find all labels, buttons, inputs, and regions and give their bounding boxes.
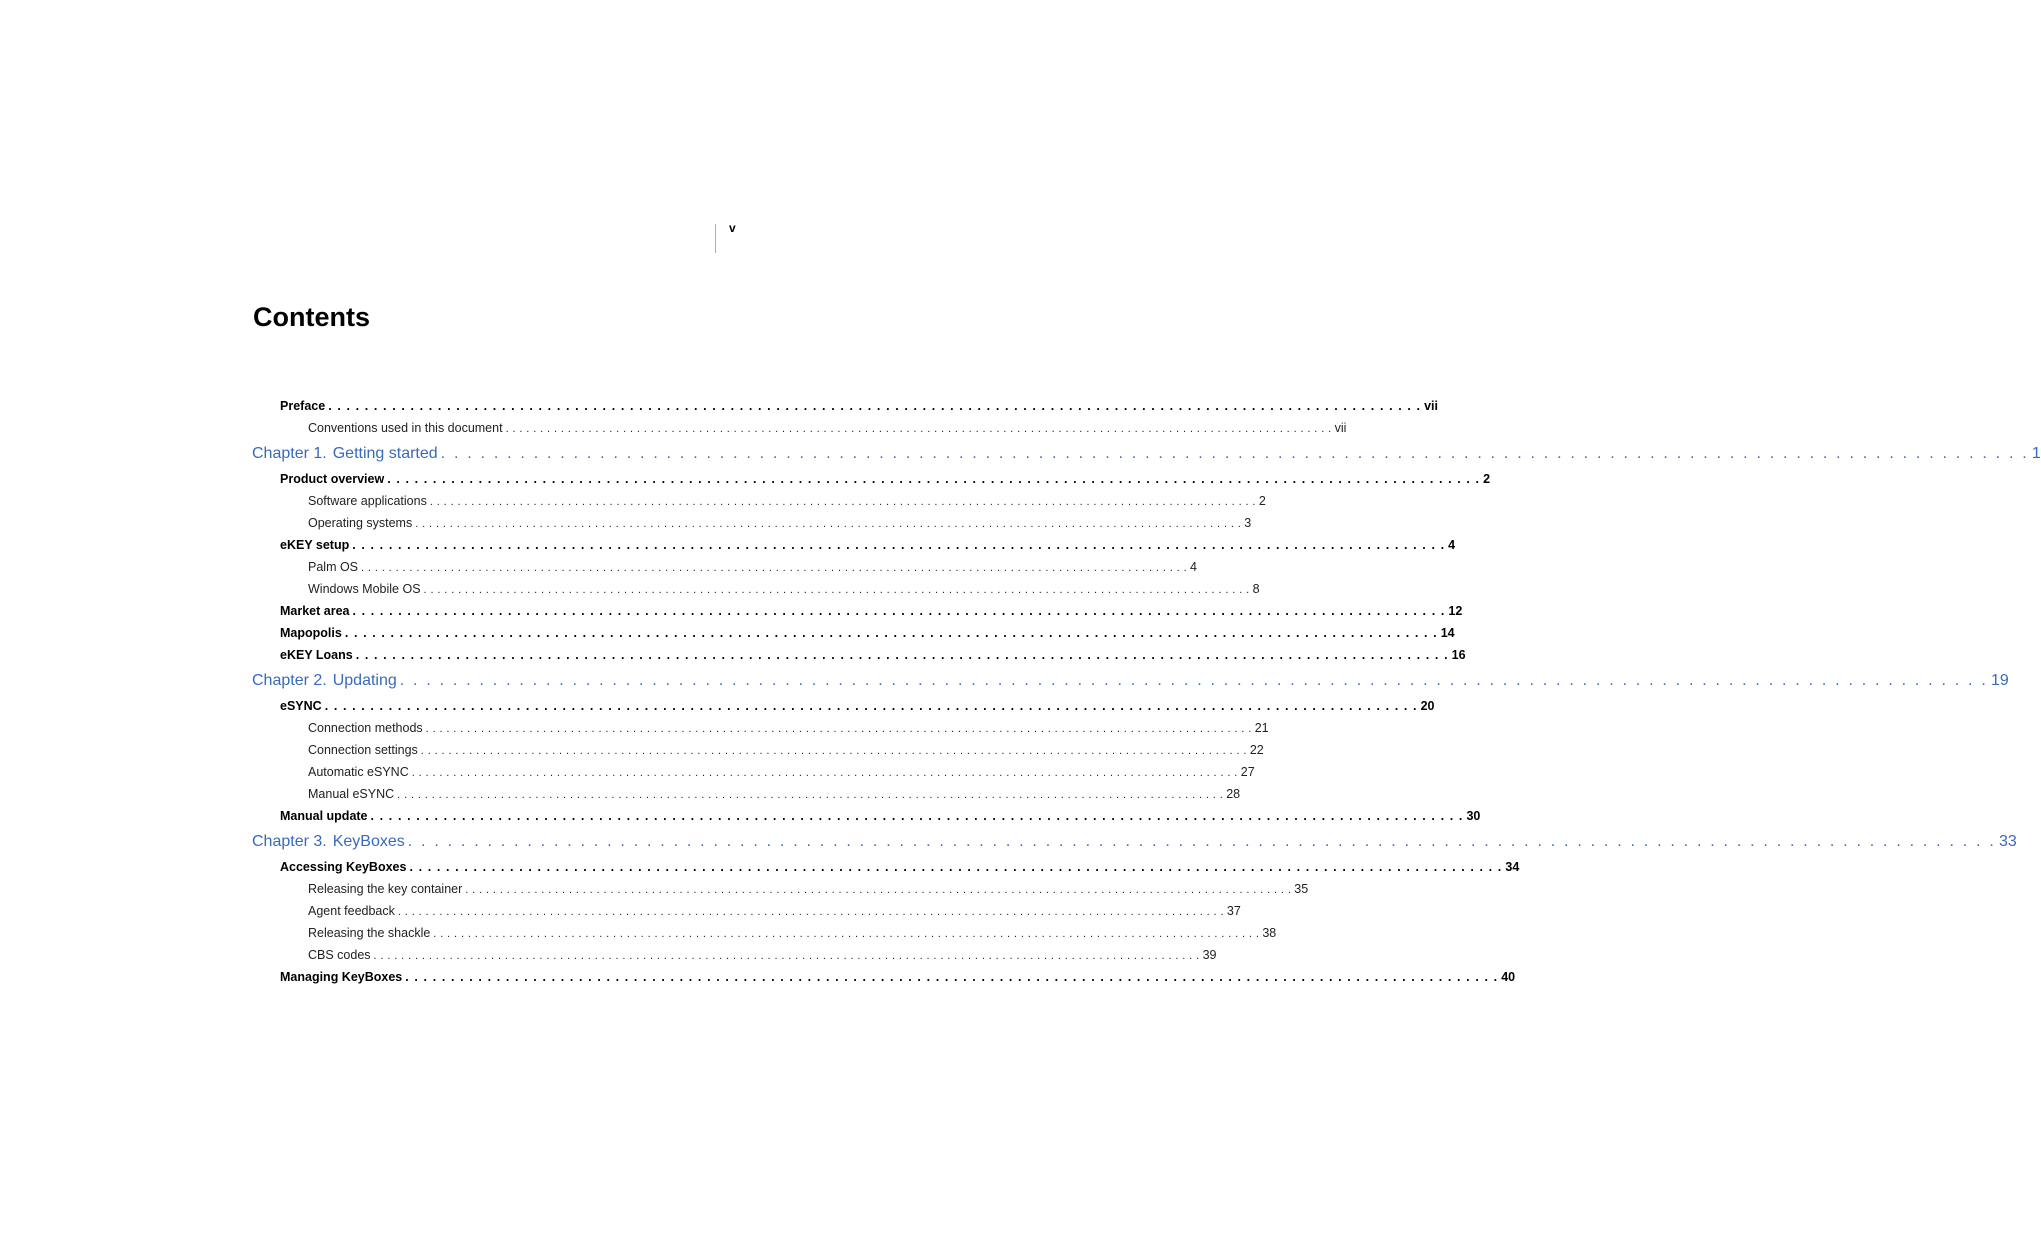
- toc-entry[interactable]: [252, 600, 1463, 622]
- toc-entry[interactable]: [252, 622, 1455, 644]
- toc-chapter-number: Chapter 1.: [252, 445, 327, 462]
- toc-entry-label: Palm OS: [308, 560, 359, 574]
- toc-entry-label: Connection settings: [308, 743, 418, 757]
- toc-entry-label: Manual update: [280, 809, 368, 823]
- toc-entry[interactable]: [252, 944, 1217, 966]
- toc-chapter-entry[interactable]: [252, 439, 2041, 468]
- toc-entry-label: [252, 827, 405, 856]
- toc-leader-dots: . . . . . . . . . . . . . . . . . . . . . . . . . . . . . . . . . . . . . . . . . . . . . . . . . . . . . . . . . . . . . . . . . . . . . . . . . . . . . . . . . . . . . . . . . . . . . . . . . . . . . . . . . . . . . . . . . . . . . . . .: [505, 423, 1332, 435]
- toc-leader-dots: . . . . . . . . . . . . . . . . . . . . . . . . . . . . . . . . . . . . . . . . . . . . . . . . . . . . . . . . . . . . . . . . . . . . . . . . . . . . . . . . . . . . . . . . . . . . . . . . . . . . . . . . . . . . . . . . . . . . . . . .: [352, 538, 1446, 552]
- toc-leader-dots: . . . . . . . . . . . . . . . . . . . . . . . . . . . . . . . . . . . . . . . . . . . . . . . . . . . . . . . . . . . . . . . . . . . . . . . . . . . . . . . . . . . . . . . . . . . . . . . . . . . . . . . . . . . . . . . . . . . . . . . .: [465, 884, 1292, 896]
- toc-entry-label: Connection methods: [308, 721, 423, 735]
- toc-leader-dots: . . . . . . . . . . . . . . . . . . . . . . . . . . . . . . . . . . . . . . . . . . . . . . . . . . . . . . . . . . . . . . . . . . . . . . . . . . . . . . . . . . . . . . . . . . . . . . . . . . . . . . . . . . . . . . . . . . . . . . . .: [425, 723, 1252, 735]
- toc-entry-label: Releasing the shackle: [308, 926, 431, 940]
- toc-page-number: 14: [1440, 626, 1455, 640]
- toc-entry-label: CBS codes: [308, 948, 371, 962]
- toc-entry[interactable]: [252, 695, 1435, 717]
- toc-leader-dots: . . . . . . . . . . . . . . . . . . . . . . . . . . . . . . . . . . . . . . . . . . . . . . . . . . . . . . . . . . . . . . . . . . . . . . . . . . . . . . . . . . . . . . . . . . . . . . . . . . . . . . . . . . . . . . . . . . . . . . . .: [373, 950, 1200, 962]
- toc-page-number: 4: [1448, 538, 1456, 552]
- toc-page-number: 2: [1258, 494, 1266, 508]
- toc-leader-dots: . . . . . . . . . . . . . . . . . . . . . . . . . . . . . . . . . . . . . . . . . . . . . . . . . . . . . . . . . . . . . . . . . . . . . . . . . . . . . . . . . . . . . . . . . . . . . . . . . . . . . . . . . . . . . . . . . . . . . . . .: [344, 626, 1438, 640]
- toc-entry[interactable]: [252, 512, 1252, 534]
- toc-entry-label: Software applications: [308, 494, 427, 508]
- toc-entry[interactable]: [252, 534, 1456, 556]
- toc-entry[interactable]: [252, 900, 1241, 922]
- toc-leader-dots: . . . . . . . . . . . . . . . . . . . . . . . . . . . . . . . . . . . . . . . . . . . . . . . . . . . . . . . . . . . . . . . . . . . . . . . . . . . . . . . . . . . . . . . . . . . . . . . . . . . . . . . . . . . . . . . . . . . . . . . .: [420, 745, 1247, 757]
- toc-page-number: 4: [1190, 560, 1197, 574]
- toc-entry-label: Operating systems: [308, 516, 413, 530]
- toc-page-number: 22: [1249, 743, 1264, 757]
- toc-page-number: 33: [1999, 833, 2017, 850]
- toc-page-number: 27: [1240, 765, 1255, 779]
- toc-leader-dots: . . . . . . . . . . . . . . . . . . . . . . . . . . . . . . . . . . . . . . . . . . . . . . . . . . . . . . . . . . . . . . . . . . . . . . . . . . . . . . . . . . . . . . . . . . . . . . . . . . . . . . . . . . . . . . . . . . . . . . . .: [397, 789, 1224, 801]
- toc-leader-dots: . . . . . . . . . . . . . . . . . . . . . . . . . . . . . . . . . . . . . . . . . . . . . . . . . . . . . . . . . . . . . . . . . . . . . . . . . . . . . . . . . . . . . . . . . . . . . . . . . . . . . . . . . . . . . . . . . . . . . . . .: [405, 970, 1499, 984]
- toc-leader-dots: . . . . . . . . . . . . . . . . . . . . . . . . . . . . . . . . . . . . . . . . . . . . . . . . . . . . . . . . . . . . . . . . . . . . . . . . . . . . . . . . . . . . . . . . . . . . . . . . . . . . . . . . . . . . . . . . . . . . . . . .: [433, 928, 1260, 940]
- toc-entry-label: Automatic eSYNC: [308, 765, 409, 779]
- toc-entry-label: [252, 666, 397, 695]
- toc-entry[interactable]: [252, 878, 1309, 900]
- toc-entry[interactable]: [252, 761, 1255, 783]
- toc-chapter-entry[interactable]: [252, 827, 2017, 856]
- toc-page-number: 30: [1466, 809, 1481, 823]
- toc-leader-dots: . . . . . . . . . . . . . . . . . . . . . . . . . . . . . . . . . . . . . . . . . . . . . . . . . . . . . . . . . . . . . . . . . . . . . . . . . . . . . . . . . . . . . . . . . . . . . . . . . . . . . . . . . . . . . . . . . . . . . . . .: [411, 767, 1238, 779]
- toc-chapter-number: Chapter 3.: [252, 833, 327, 850]
- toc-page-number: 1: [2031, 445, 2041, 462]
- toc-page-number: 40: [1501, 970, 1516, 984]
- toc-page-number: 12: [1448, 604, 1463, 618]
- toc-chapter-title: Getting started: [332, 445, 438, 462]
- toc-entry[interactable]: [252, 856, 1520, 878]
- toc-leader-dots: . . . . . . . . . . . . . . . . . . . . . . . . . . . . . . . . . . . . . . . . . . . . . . . . . . . . . . . . . . . . . . . . . . . . . . . . . . . . . . . . . . . . . . . . . . . . . . . . . . . . . . . . . . . . . . . . . . . . . . . .: [429, 496, 1256, 508]
- toc-entry-label: Accessing KeyBoxes: [280, 860, 407, 874]
- toc-page-number: 8: [1252, 582, 1260, 596]
- toc-chapter-title: KeyBoxes: [332, 833, 405, 850]
- table-of-contents: [252, 395, 2041, 988]
- toc-entry-label: eKEY setup: [280, 538, 350, 552]
- toc-leader-dots: . . . . . . . . . . . . . . . . . . . . . . . . . . . . . . . . . . . . . . . . . . . . . . . . . . . . . . . . . . . . . . . . . . . . . . . . . . . . . . . . . . . . . . . . . . . . . . . . . . . . . . . . . . . . . . . . . . . . . . . .: [397, 906, 1224, 918]
- toc-leader-dots: . . . . . . . . . . . . . . . . . . . . . . . . . . . . . . . . . . . . . . . . . . . . . . . . . . . . . . . . . . . . . . . . . . . . . . . . . . . . . . . . . . . . . . . . . . . . . . . . . . . . . . . . . . . . . . . . . . . . . . . .: [440, 445, 2029, 462]
- toc-page-number: 35: [1294, 882, 1309, 896]
- toc-page-number: vii: [1334, 421, 1347, 435]
- toc-entry[interactable]: [252, 805, 1481, 827]
- toc-entry-label: Conventions used in this document: [308, 421, 503, 435]
- toc-leader-dots: . . . . . . . . . . . . . . . . . . . . . . . . . . . . . . . . . . . . . . . . . . . . . . . . . . . . . . . . . . . . . . . . . . . . . . . . . . . . . . . . . . . . . . . . . . . . . . . . . . . . . . . . . . . . . . . . . . . . . . . .: [407, 833, 1996, 850]
- toc-entry[interactable]: [252, 578, 1260, 600]
- toc-entry[interactable]: [252, 395, 1439, 417]
- toc-entry[interactable]: [252, 468, 1491, 490]
- toc-page-number: vii: [1424, 399, 1439, 413]
- toc-entry-label: Market area: [280, 604, 350, 618]
- toc-leader-dots: . . . . . . . . . . . . . . . . . . . . . . . . . . . . . . . . . . . . . . . . . . . . . . . . . . . . . . . . . . . . . . . . . . . . . . . . . . . . . . . . . . . . . . . . . . . . . . . . . . . . . . . . . . . . . . . . . . . . . . . .: [409, 860, 1503, 874]
- toc-entry-label: Product overview: [280, 472, 385, 486]
- toc-page-number: 28: [1226, 787, 1241, 801]
- toc-chapter-number: Chapter 2.: [252, 672, 327, 689]
- toc-entry-label: Releasing the key container: [308, 882, 463, 896]
- toc-page-number: 19: [1991, 672, 2009, 689]
- page-title: Contents: [253, 302, 370, 332]
- toc-entry[interactable]: [252, 922, 1277, 944]
- toc-entry-label: Preface: [280, 399, 326, 413]
- toc-leader-dots: . . . . . . . . . . . . . . . . . . . . . . . . . . . . . . . . . . . . . . . . . . . . . . . . . . . . . . . . . . . . . . . . . . . . . . . . . . . . . . . . . . . . . . . . . . . . . . . . . . . . . . . . . . . . . . . . . . . . . . . .: [361, 562, 1188, 574]
- toc-page-number: 2: [1483, 472, 1491, 486]
- toc-entry[interactable]: [252, 556, 1197, 578]
- toc-page-number: 21: [1254, 721, 1269, 735]
- toc-leader-dots: . . . . . . . . . . . . . . . . . . . . . . . . . . . . . . . . . . . . . . . . . . . . . . . . . . . . . . . . . . . . . . . . . . . . . . . . . . . . . . . . . . . . . . . . . . . . . . . . . . . . . . . . . . . . . . . . . . . . . . . .: [355, 648, 1449, 662]
- toc-entry[interactable]: [252, 739, 1264, 761]
- toc-leader-dots: . . . . . . . . . . . . . . . . . . . . . . . . . . . . . . . . . . . . . . . . . . . . . . . . . . . . . . . . . . . . . . . . . . . . . . . . . . . . . . . . . . . . . . . . . . . . . . . . . . . . . . . . . . . . . . . . . . . . . . . .: [399, 672, 1988, 689]
- toc-entry-label: Agent feedback: [308, 904, 395, 918]
- toc-chapter-title: Updating: [332, 672, 397, 689]
- toc-page-number: 16: [1451, 648, 1466, 662]
- toc-entry-label: Mapopolis: [280, 626, 342, 640]
- toc-entry-label: eSYNC: [280, 699, 322, 713]
- page-number: v: [729, 221, 736, 235]
- toc-entry-label: Managing KeyBoxes: [280, 970, 403, 984]
- toc-entry[interactable]: [252, 783, 1241, 805]
- toc-entry-label: Windows Mobile OS: [308, 582, 421, 596]
- toc-leader-dots: . . . . . . . . . . . . . . . . . . . . . . . . . . . . . . . . . . . . . . . . . . . . . . . . . . . . . . . . . . . . . . . . . . . . . . . . . . . . . . . . . . . . . . . . . . . . . . . . . . . . . . . . . . . . . . . . . . . . . . . .: [423, 584, 1250, 596]
- toc-leader-dots: . . . . . . . . . . . . . . . . . . . . . . . . . . . . . . . . . . . . . . . . . . . . . . . . . . . . . . . . . . . . . . . . . . . . . . . . . . . . . . . . . . . . . . . . . . . . . . . . . . . . . . . . . . . . . . . . . . . . . . . .: [415, 518, 1242, 530]
- toc-leader-dots: . . . . . . . . . . . . . . . . . . . . . . . . . . . . . . . . . . . . . . . . . . . . . . . . . . . . . . . . . . . . . . . . . . . . . . . . . . . . . . . . . . . . . . . . . . . . . . . . . . . . . . . . . . . . . . . . . . . . . . . .: [387, 472, 1481, 486]
- toc-entry[interactable]: [252, 644, 1466, 666]
- toc-leader-dots: . . . . . . . . . . . . . . . . . . . . . . . . . . . . . . . . . . . . . . . . . . . . . . . . . . . . . . . . . . . . . . . . . . . . . . . . . . . . . . . . . . . . . . . . . . . . . . . . . . . . . . . . . . . . . . . . . . . . . . . .: [370, 809, 1464, 823]
- toc-entry[interactable]: [252, 966, 1516, 988]
- toc-entry[interactable]: [252, 490, 1266, 512]
- page-number-rule: [715, 224, 716, 253]
- toc-page-number: 37: [1226, 904, 1241, 918]
- toc-entry-label: eKEY Loans: [280, 648, 353, 662]
- toc-entry[interactable]: [252, 417, 1347, 439]
- toc-entry-label: [252, 439, 438, 468]
- toc-page-number: 38: [1262, 926, 1277, 940]
- toc-page-number: 34: [1505, 860, 1520, 874]
- toc-page-number: 39: [1202, 948, 1217, 962]
- toc-chapter-entry[interactable]: [252, 666, 2009, 695]
- toc-entry[interactable]: [252, 717, 1269, 739]
- toc-page-number: 3: [1244, 516, 1252, 530]
- toc-leader-dots: . . . . . . . . . . . . . . . . . . . . . . . . . . . . . . . . . . . . . . . . . . . . . . . . . . . . . . . . . . . . . . . . . . . . . . . . . . . . . . . . . . . . . . . . . . . . . . . . . . . . . . . . . . . . . . . . . . . . . . . .: [352, 604, 1446, 618]
- toc-entry-label: Manual eSYNC: [308, 787, 395, 801]
- toc-page-number: 20: [1420, 699, 1435, 713]
- toc-leader-dots: . . . . . . . . . . . . . . . . . . . . . . . . . . . . . . . . . . . . . . . . . . . . . . . . . . . . . . . . . . . . . . . . . . . . . . . . . . . . . . . . . . . . . . . . . . . . . . . . . . . . . . . . . . . . . . . . . . . . . . . .: [324, 699, 1418, 713]
- toc-leader-dots: . . . . . . . . . . . . . . . . . . . . . . . . . . . . . . . . . . . . . . . . . . . . . . . . . . . . . . . . . . . . . . . . . . . . . . . . . . . . . . . . . . . . . . . . . . . . . . . . . . . . . . . . . . . . . . . . . . . . . . . .: [328, 399, 1422, 413]
